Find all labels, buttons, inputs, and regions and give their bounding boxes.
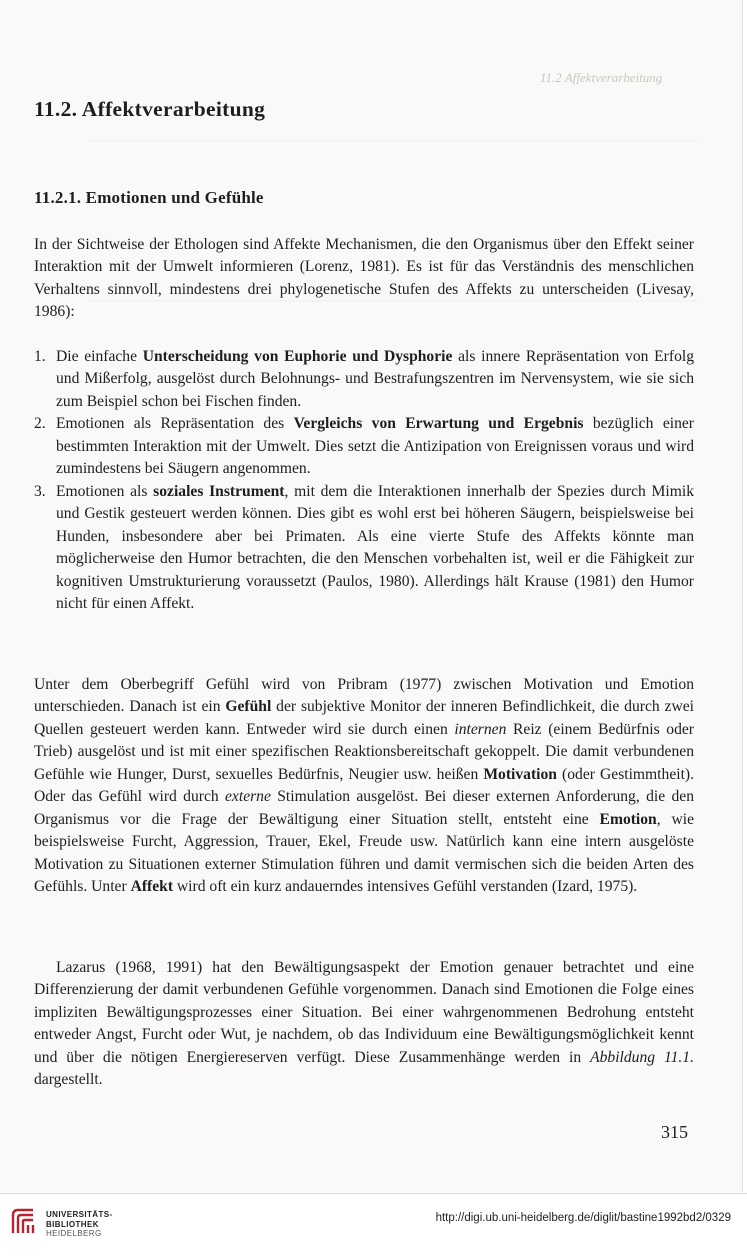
show-through-running-head: 11.2 Affektverarbeitung: [540, 70, 663, 85]
list-item: [34, 413, 694, 480]
list-text: als innere Repräsentation von Erfolg und Mißerfolg, ausgelöst durch Belohnungs- und Bestrafungszentren im Nervensystem, wie sie sich zum Beispiel schon bei Fischen finden.: [56, 348, 694, 410]
affect-stages-list: [34, 346, 694, 615]
paragraph-gefuehl: Unter dem Oberbegriff Gefühl wird von Pribram (1977) zwischen Motivation und Emotion unterschieden. Danach ist ein Gefühl der subjektive Monitor der inneren Befindlichkeit, die durch zwei Quellen gesteuert werden kann. Entweder wird sie durch einen internen Reiz (einem Bedürfnis oder Trieb) ausgelöst und ist mit einer spezifischen Reaktionsbereitschaft gekoppelt. Die damit verbundenen Gefühle wie Hunger, Durst, sexuelles Bedürfnis, Neugier usw. heißen Motivation (oder Gestimmtheit). Oder das Gefühl wird durch externe Stimulation ausgelöst. Bei dieser externen Anforderung, die den Organismus vor die Frage der Bewältigung einer Situation stellt, entsteht eine Emotion, wie beispielsweise Furcht, Aggression, Trauer, Ekel, Freude usw. Natürlich kann eine intern ausgelöste Motivation zu Situationen externer Stimulation führen und damit vermischen sich die beiden Arten des Gefühls. Unter Affekt wird oft ein kurz andauerndes intensives Gefühl verstanden (Izard, 1975).: [34, 676, 694, 896]
list-bold-term: soziales Instrument: [153, 482, 285, 500]
library-logo-icon: [9, 1206, 39, 1236]
list-text: bezüglich einer bestimmten Interaktion mit der Umwelt. Dies setzt die Antizipation von Ereignissen voraus und wird zumindestens bei Säugern angenommen.: [56, 415, 694, 478]
paragraph-lazarus: Lazarus (1968, 1991) hat den Bewältigungsaspekt der Emotion genauer betrachtet und eine Differenzierung der damit verbundenen Gefühle vorgenommen. Danach sind Emotionen die Folge eines impliziten Bewältigungsprozesses einer Situation. Bei einer wahrgenommenen Bedrohung entsteht entweder Angst, Furcht oder Wut, je nachdem, ob das Individuum eine Bewältigungsmöglichkeit kennt und über die nötigen Energiereserven verfügt. Diese Zusammenhänge werden in Abbildung 11.1. dargestellt.: [34, 959, 694, 1089]
intro-paragraph: In der Sichtweise der Ethologen sind Affekte Mechanismen, die den Organismus über den Effekt seiner Interaktion mit der Umwelt informieren (Lorenz, 1981). Es ist für das Verständnis des menschlichen Verhaltens sinnvoll, mindestens drei phylogenetische Stufen des Affekts zu unterscheiden (Livesay, 1986):: [34, 236, 694, 321]
list-item: [34, 346, 694, 413]
list-item: [34, 481, 694, 616]
footer-bar: [0, 1193, 747, 1256]
subsection-heading: 11.2.1. Emotionen und Gefühle: [34, 188, 264, 207]
library-name: UNIVERSITÄTS- BIBLIOTHEK HEIDELBERG: [46, 1210, 113, 1238]
list-number: 3.: [34, 482, 46, 500]
page-number: 315: [661, 1122, 688, 1142]
list-text: Die einfache: [56, 348, 143, 365]
list-number: 1.: [34, 348, 46, 365]
list-text: Emotionen als Repräsentation des: [56, 415, 294, 433]
section-heading: 11.2. Affektverarbeitung: [34, 97, 266, 121]
list-bold-term: Unterscheidung von Euphorie und Dysphorie: [142, 348, 453, 365]
bleed-through: [90, 140, 700, 142]
list-text: Emotionen als: [56, 482, 154, 500]
list-bold-term: Vergleichs von Erwartung und Ergebnis: [293, 415, 584, 433]
list-number: 2.: [34, 415, 46, 433]
list-text: , mit dem die Interaktionen innerhalb der Spezies durch Mimik und Gestik gesteuert werden können. Dies gibt es wohl erst bei höheren Säugern, beispielsweise bei Hunden, insbesondere aber bei Primaten. Als eine vierte Stufe des Affekts könnte man möglicherweise den Humor betrachten, die den Menschen vorbehalten ist, weil er die Fähigkeit zur kognitiven Umstrukturierung voraussetzt (Paulos, 1980). Allerdings hält Krause (1981) den Humor nicht für einen Affekt.: [56, 482, 694, 612]
source-url-link[interactable]: http://digi.ub.uni-heidelberg.de/diglit/bastine1992bd2/0329: [435, 1212, 731, 1224]
